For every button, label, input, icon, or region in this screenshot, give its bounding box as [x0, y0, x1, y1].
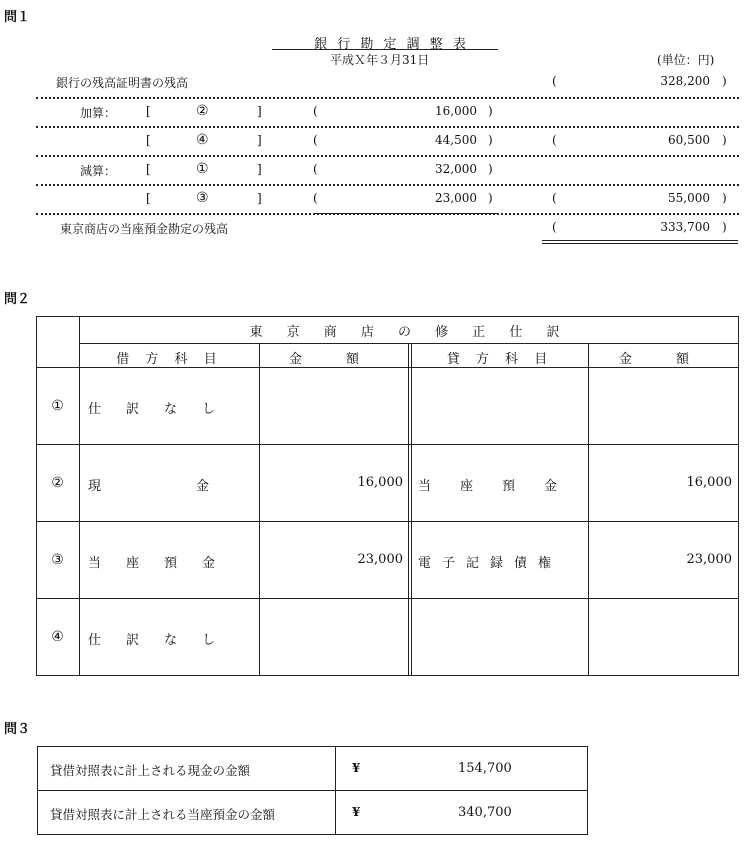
table-grid-line: [37, 790, 588, 791]
bracket-close: ]: [257, 133, 262, 147]
paren-open: (: [313, 162, 318, 176]
adjustment-amount: 16,000: [435, 104, 477, 118]
dotted-divider: [36, 184, 739, 186]
row-number: ③: [51, 552, 64, 568]
table-grid-line: [36, 444, 739, 445]
paren-close: ): [722, 74, 727, 88]
debit-account: 現 金: [88, 479, 215, 494]
row-number: ②: [51, 475, 64, 491]
paren-close: ): [722, 133, 727, 147]
adjustment-item: ②: [196, 103, 209, 119]
row-number: ④: [51, 629, 64, 645]
paren-open: (: [552, 220, 557, 234]
correction-entries-table: [36, 316, 739, 676]
paren-open: (: [313, 191, 318, 205]
paren-open: (: [552, 191, 557, 205]
table-grid-line: [79, 343, 739, 344]
question-1-label: 問１: [4, 10, 31, 25]
add-subtotal: 60,500: [668, 133, 710, 147]
dotted-divider: [36, 126, 739, 128]
debit-amount: 23,000: [357, 552, 403, 567]
debit-account: 当 座 預 金: [88, 556, 222, 571]
paren-open: (: [552, 133, 557, 147]
reconciliation-date: 平成Ｘ年３月31日: [330, 53, 430, 67]
paren-close: ): [488, 133, 493, 147]
checking-deposit-label: 貸借対照表に計上される当座預金の金額: [50, 807, 276, 822]
dotted-divider: [36, 213, 739, 215]
table-grid-line: [36, 367, 739, 368]
adjustment-amount: 23,000: [435, 191, 477, 205]
bracket-open: [: [146, 133, 151, 147]
credit-amount: 16,000: [686, 475, 732, 490]
paren-close: ): [488, 191, 493, 205]
subtract-subtotal: 55,000: [668, 191, 710, 205]
credit-amount: 23,000: [686, 552, 732, 567]
store-balance-label: 東京商店の当座預金勘定の残高: [60, 222, 229, 236]
store-balance-value: 333,700: [660, 220, 710, 234]
double-underline: [542, 243, 738, 244]
bracket-open: [: [146, 191, 151, 205]
title-underline: [272, 49, 498, 50]
paren-close: ): [488, 162, 493, 176]
table-grid-line: [411, 343, 412, 676]
header-credit-amount: 金 額: [618, 352, 710, 367]
debit-amount: 16,000: [357, 475, 403, 490]
yen-symbol: ¥: [352, 761, 361, 775]
unit-label: (単位：円): [657, 53, 715, 67]
paren-open: (: [552, 74, 557, 88]
bank-balance-value: 328,200: [660, 74, 710, 88]
credit-account: 当 座 預 金: [418, 479, 566, 494]
adjustment-item: ④: [196, 132, 209, 148]
table-grid-line: [36, 598, 739, 599]
double-underline: [542, 240, 738, 241]
yen-symbol: ¥: [352, 805, 361, 819]
adjustment-item: ①: [196, 161, 209, 177]
table-grid-line: [259, 343, 260, 676]
credit-account: 電子記録債権: [418, 556, 563, 571]
bracket-close: ]: [257, 191, 262, 205]
bracket-close: ]: [257, 162, 262, 176]
bracket-open: [: [146, 162, 151, 176]
question-2-label: 問２: [4, 292, 31, 307]
bracket-open: [: [146, 104, 151, 118]
bracket-close: ]: [257, 104, 262, 118]
bank-balance-label: 銀行の残高証明書の残高: [56, 76, 189, 90]
header-debit-amount: 金 額: [288, 352, 380, 367]
dotted-divider: [36, 155, 739, 157]
subtract-label: 減算：: [80, 164, 117, 178]
checking-deposit-value: 340,700: [458, 805, 512, 820]
debit-account: 仕 訳 な し: [88, 633, 222, 648]
add-label: 加算：: [80, 106, 117, 120]
question-3-label: 問３: [4, 722, 31, 737]
cash-amount-value: 154,700: [458, 761, 512, 776]
row-number: ①: [51, 398, 64, 414]
header-credit-account: 貸 方 科 目: [446, 352, 554, 367]
paren-open: (: [313, 133, 318, 147]
paren-open: (: [313, 104, 318, 118]
adjustment-item: ③: [196, 190, 209, 206]
dotted-divider: [36, 97, 739, 99]
table-grid-line: [408, 343, 409, 676]
debit-account: 仕 訳 な し: [88, 402, 222, 417]
reconciliation-title: 銀 行 勘 定 調 整 表: [314, 37, 469, 52]
adjustment-amount: 44,500: [435, 133, 477, 147]
cash-amount-label: 貸借対照表に計上される現金の金額: [50, 763, 251, 778]
adjustment-amount: 32,000: [435, 162, 477, 176]
header-debit-account: 借 方 科 目: [116, 352, 223, 367]
paren-close: ): [722, 220, 727, 234]
table-grid-line: [588, 343, 589, 676]
table-grid-line: [36, 521, 739, 522]
paren-close: ): [488, 104, 493, 118]
table-grid-line: [79, 316, 80, 676]
paren-close: ): [722, 191, 727, 205]
table-title: 東 京 商 店 の 修 正 仕 訳: [249, 325, 570, 340]
